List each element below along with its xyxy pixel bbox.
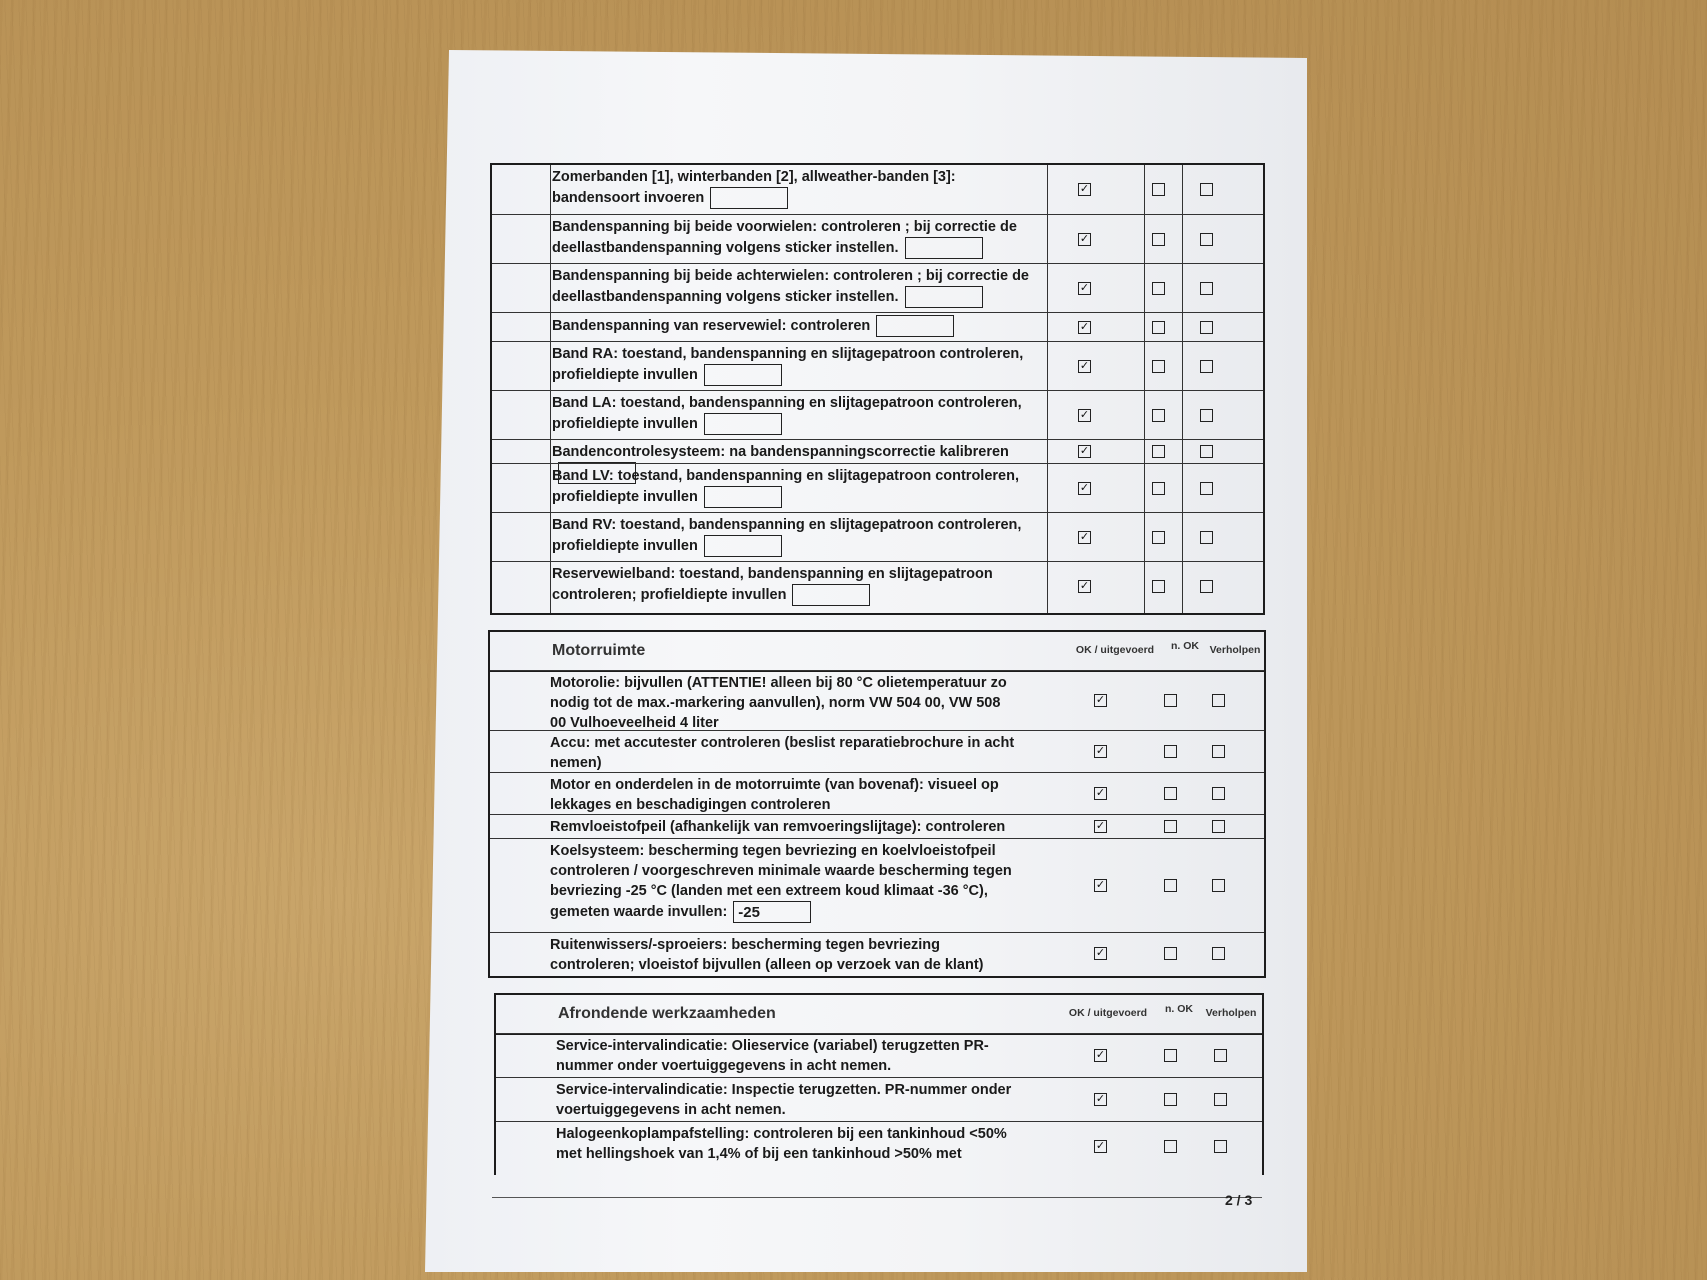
checkbox-nok[interactable] <box>1164 1093 1177 1106</box>
engine-col-ok: OK / uitgevoerd <box>1075 644 1155 656</box>
value-field[interactable] <box>905 286 983 308</box>
row-text: Band RA: toestand, bandenspanning en slijtagepatroon controleren, profieldiepte invullen <box>552 344 1032 386</box>
checklist-row <box>490 730 1264 773</box>
checkbox-nok[interactable] <box>1152 282 1165 295</box>
row-text: Band RV: toestand, bandenspanning en slijtagepatroon controleren, profieldiepte invullen <box>552 515 1032 557</box>
row-text: Service-intervalindicatie: Inspectie terugzetten. PR-nummer onder voertuiggegevens in acht nemen. <box>556 1082 1012 1118</box>
checklist-row <box>492 561 1263 612</box>
checkbox-fix[interactable] <box>1200 183 1213 196</box>
checkbox-ok[interactable]: ✓ <box>1079 481 1090 494</box>
row-text: Ruitenwissers/-sproeiers: bescherming tegen bevriezing controleren; vloeistof bijvullen (alleen op verzoek van de klant) <box>550 937 984 973</box>
row-text: Band LA: toestand, bandenspanning en slijtagepatroon controleren, profieldiepte invullen <box>552 393 1032 435</box>
checkbox-nok[interactable] <box>1164 1049 1177 1062</box>
row-text: Bandenspanning bij beide voorwielen: controleren ; bij correctie de deellastbandenspanning volgens sticker instellen. <box>552 217 1032 259</box>
checkbox-nok[interactable] <box>1164 787 1177 800</box>
checkbox-ok[interactable]: ✓ <box>1095 820 1106 832</box>
checkbox-ok[interactable]: ✓ <box>1095 1140 1106 1152</box>
checkbox-fix[interactable] <box>1200 482 1213 495</box>
checkbox-ok[interactable]: ✓ <box>1079 232 1090 245</box>
row-text: Bandenspanning bij beide achterwielen: controleren ; bij correctie de deellastbandenspanning volgens sticker instellen. <box>552 266 1032 308</box>
row-text: Koelsysteem: bescherming tegen bevriezing en koelvloeistofpeil controleren / voorgeschreven minimale waarde bescherming tegen bevriezing -25 °C (landen met een extreem koud klimaat -36 °C), gemeten waarde invullen: -25 <box>550 843 1012 921</box>
value-field[interactable] <box>704 486 782 508</box>
checkbox-fix[interactable] <box>1200 233 1213 246</box>
checkbox-ok[interactable]: ✓ <box>1095 1049 1106 1061</box>
checkbox-ok[interactable]: ✓ <box>1079 580 1090 592</box>
row-text: Service-intervalindicatie: Olieservice (variabel) terugzetten PR-nummer onder voertuiggegevens in acht nemen. <box>556 1038 989 1074</box>
checkbox-nok[interactable] <box>1152 409 1165 422</box>
row-text: Reservewielband: toestand, bandenspanning en slijtagepatroon controleren; profieldiepte invullen <box>552 564 1032 606</box>
checkbox-fix[interactable] <box>1212 879 1225 892</box>
value-field[interactable] <box>876 315 954 337</box>
checklist-row <box>490 932 1264 975</box>
checklist-row <box>492 390 1263 440</box>
checkbox-nok[interactable] <box>1152 531 1165 544</box>
checkbox-nok[interactable] <box>1152 482 1165 495</box>
checkbox-ok[interactable]: ✓ <box>1095 694 1106 706</box>
value-field[interactable]: -25 <box>733 901 811 923</box>
checkbox-ok[interactable]: ✓ <box>1079 281 1090 294</box>
row-text: Bandenspanning van reservewiel: controleren <box>552 315 1032 337</box>
value-field[interactable] <box>792 584 870 606</box>
checkbox-fix[interactable] <box>1214 1140 1227 1153</box>
checkbox-nok[interactable] <box>1152 183 1165 196</box>
finishing-header <box>496 995 1262 1035</box>
row-text: Motor en onderdelen in de motorruimte (van bovenaf): visueel op lekkages en beschadigingen controleren <box>550 777 999 813</box>
checklist-row <box>492 341 1263 391</box>
checkbox-ok[interactable]: ✓ <box>1095 947 1106 959</box>
checklist-row <box>490 772 1264 815</box>
engine-header <box>490 632 1264 672</box>
checkbox-fix[interactable] <box>1200 321 1213 334</box>
engine-title: Motorruimte <box>552 642 646 659</box>
checklist-row <box>496 1077 1262 1122</box>
checkbox-nok[interactable] <box>1152 580 1165 593</box>
checkbox-ok[interactable]: ✓ <box>1095 1093 1106 1105</box>
finishing-col-nok: n. OK <box>1165 1003 1193 1015</box>
checkbox-nok[interactable] <box>1164 947 1177 960</box>
checklist-row <box>492 512 1263 562</box>
page-number: 2 / 3 <box>1225 1192 1253 1208</box>
engine-col-nok: n. OK <box>1171 640 1199 652</box>
finishing-col-fix: Verholpen <box>1205 1007 1257 1019</box>
checkbox-fix[interactable] <box>1200 282 1213 295</box>
value-field[interactable] <box>704 535 782 557</box>
checkbox-fix[interactable] <box>1212 820 1225 833</box>
checkbox-nok[interactable] <box>1164 1140 1177 1153</box>
checkbox-fix[interactable] <box>1212 787 1225 800</box>
checkbox-fix[interactable] <box>1200 580 1213 593</box>
row-text: Bandencontrolesysteem: na bandenspanningscorrectie kalibreren <box>552 442 1032 484</box>
checkbox-nok[interactable] <box>1164 694 1177 707</box>
checkbox-nok[interactable] <box>1164 820 1177 833</box>
engine-section <box>488 630 1266 978</box>
tires-section <box>490 163 1265 615</box>
checkbox-ok[interactable]: ✓ <box>1095 879 1106 891</box>
checkbox-nok[interactable] <box>1164 745 1177 758</box>
checklist-row <box>496 1033 1262 1078</box>
checklist-row <box>490 670 1264 731</box>
checklist-row <box>492 165 1263 214</box>
checkbox-ok[interactable]: ✓ <box>1095 745 1106 757</box>
checkbox-nok[interactable] <box>1152 233 1165 246</box>
checkbox-ok[interactable]: ✓ <box>1079 408 1090 421</box>
finishing-col-ok: OK / uitgevoerd <box>1068 1007 1148 1019</box>
checkbox-ok[interactable]: ✓ <box>1079 530 1090 543</box>
row-text: Motorolie: bijvullen (ATTENTIE! alleen bij 80 °C olietemperatuur zo nodig tot de max.-markering aanvullen), norm VW 504 00, VW 508 00 Vulhoeveelheid 4 liter <box>550 675 1007 731</box>
checkbox-nok[interactable] <box>1164 879 1177 892</box>
checklist-row <box>496 1121 1262 1172</box>
checkbox-fix[interactable] <box>1214 1093 1227 1106</box>
row-text: Zomerbanden [1], winterbanden [2], allweather-banden [3]: bandensoort invoeren <box>552 167 1032 209</box>
checkbox-nok[interactable] <box>1152 360 1165 373</box>
checkbox-ok[interactable]: ✓ <box>1079 320 1090 333</box>
checkbox-ok[interactable]: ✓ <box>1079 359 1090 372</box>
value-field[interactable] <box>905 237 983 259</box>
checklist-row <box>490 814 1264 839</box>
checkbox-fix[interactable] <box>1200 445 1213 458</box>
checkbox-ok[interactable]: ✓ <box>1079 182 1090 195</box>
checkbox-ok[interactable]: ✓ <box>1095 787 1106 799</box>
footer-rule <box>492 1197 1262 1198</box>
value-field[interactable] <box>704 413 782 435</box>
finishing-section <box>494 993 1264 1175</box>
row-text: Band LV: toestand, bandenspanning en slijtagepatroon controleren, profieldiepte invullen <box>552 466 1032 508</box>
row-text: Halogeenkoplampafstelling: controleren bij een tankinhoud <50% met hellingshoek van 1,4% of bij een tankinhoud >50% met <box>556 1126 1007 1162</box>
value-field[interactable] <box>710 187 788 209</box>
checkbox-fix[interactable] <box>1212 745 1225 758</box>
checklist-row <box>490 838 1264 933</box>
value-field[interactable] <box>704 364 782 386</box>
finishing-title: Afrondende werkzaamheden <box>558 1005 776 1022</box>
checkbox-ok[interactable]: ✓ <box>1079 445 1090 457</box>
checkbox-fix[interactable] <box>1200 409 1213 422</box>
checklist-row <box>492 439 1263 464</box>
checklist-row <box>492 263 1263 313</box>
checklist-row <box>492 312 1263 342</box>
checkbox-nok[interactable] <box>1152 321 1165 334</box>
checklist-row <box>492 463 1263 513</box>
row-text: Remvloeistofpeil (afhankelijk van remvoeringslijtage): controleren <box>550 819 1006 835</box>
checklist-row <box>492 214 1263 264</box>
engine-col-fix: Verholpen <box>1209 644 1261 656</box>
checkbox-fix[interactable] <box>1200 360 1213 373</box>
checkbox-fix[interactable] <box>1214 1049 1227 1062</box>
checkbox-fix[interactable] <box>1200 531 1213 544</box>
checkbox-fix[interactable] <box>1212 947 1225 960</box>
checkbox-nok[interactable] <box>1152 445 1165 458</box>
checkbox-fix[interactable] <box>1212 694 1225 707</box>
row-text: Accu: met accutester controleren (beslist reparatiebrochure in acht nemen) <box>550 735 1015 771</box>
